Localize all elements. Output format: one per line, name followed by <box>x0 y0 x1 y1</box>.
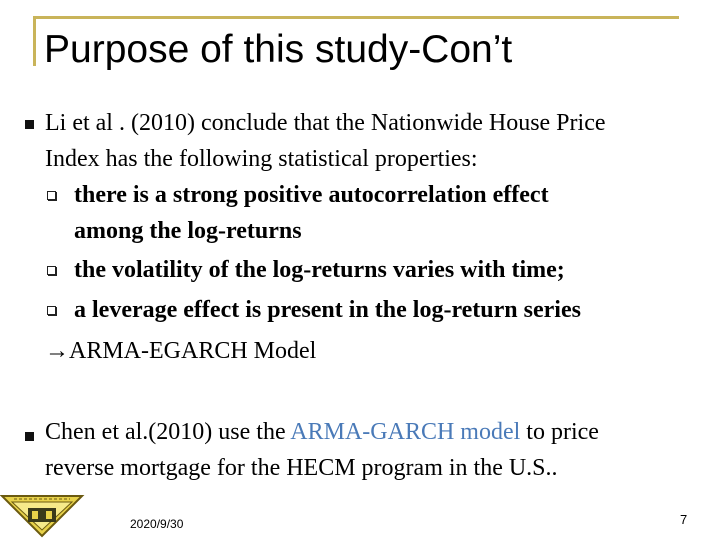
page-number: 7 <box>680 512 688 527</box>
bullet2-line2: reverse mortgage for the HECM program in the U.S.. <box>45 455 558 481</box>
checkbox-bullet-icon <box>47 191 56 200</box>
bullet2-highlight: ARMA-GARCH model <box>290 419 521 445</box>
right-arrow-icon: → <box>45 338 69 364</box>
bullet1-line2: Index has the following statistical properties: <box>45 146 478 172</box>
bullet2-pre: Chen et al.(2010) use the <box>45 419 291 445</box>
checkbox-bullet-icon <box>47 266 56 275</box>
checkbox-bullet-icon <box>47 306 56 315</box>
slide-title: Purpose of this study-Con’t <box>44 28 513 71</box>
sub-bullet-2: the volatility of the log-returns varies with time; <box>74 257 565 283</box>
conclusion-text: ARMA-EGARCH Model <box>69 338 317 364</box>
sub-bullet-3: a leverage effect is present in the log-return series <box>74 297 581 323</box>
footer-date: 2020/9/30 <box>130 517 184 531</box>
title-frame-top <box>33 16 679 19</box>
bullet-square-icon <box>25 120 34 129</box>
conclusion-line <box>45 333 316 369</box>
university-logo-icon <box>0 490 90 540</box>
bullet2-line1 <box>45 414 599 450</box>
sub-bullet-1-line1: there is a strong positive autocorrelation effect <box>74 182 549 208</box>
bullet1-line1: Li et al . (2010) conclude that the Nationwide House Price <box>45 110 606 136</box>
bullet2-post: to price <box>520 419 599 445</box>
title-frame-left <box>33 16 36 66</box>
sub-bullet-1-line2: among the log-returns <box>74 218 302 244</box>
bullet-square-icon <box>25 432 34 441</box>
